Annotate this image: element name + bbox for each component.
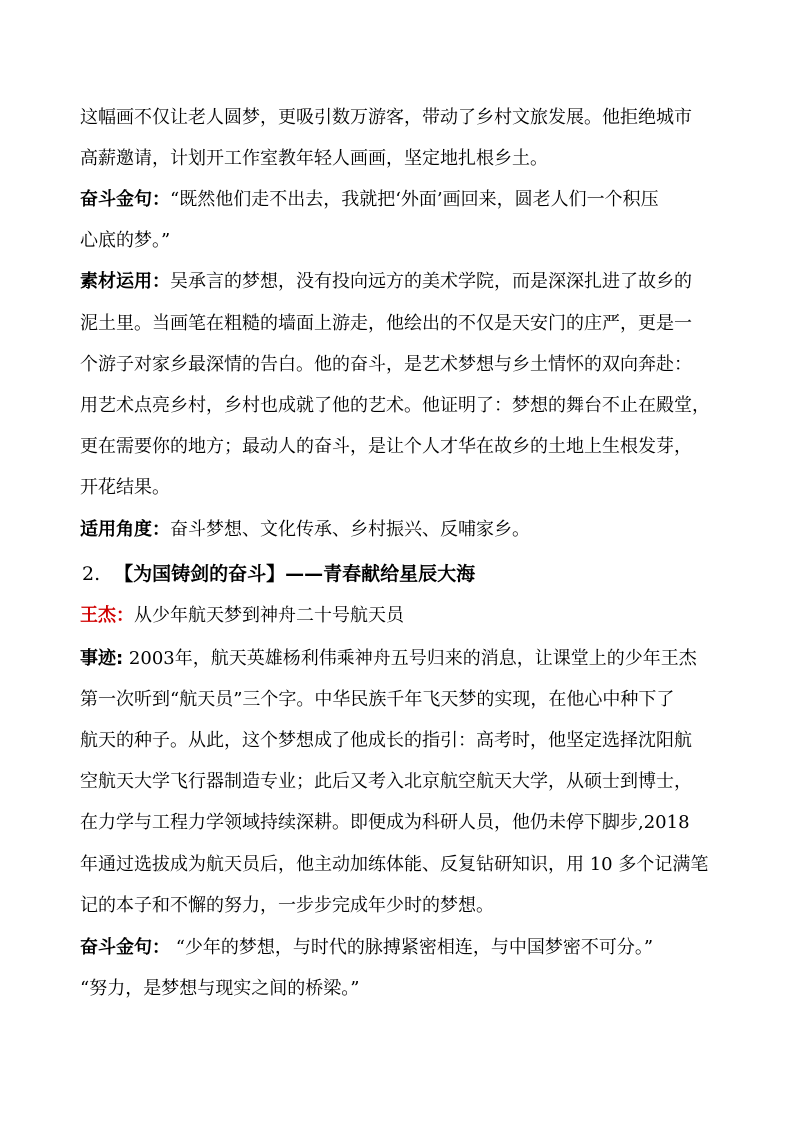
person-line — [80, 604, 404, 628]
quote-text: “少年的梦想，与时代的脉搏紧密相连，与中国梦密不可分。” — [170, 937, 654, 958]
deeds-line: 年通过选拔成为航天员后，他主动加练体能、反复钻研知识，用 10 多个记满笔 — [80, 854, 709, 875]
deeds-line: 第一次听到“航天员”三个字。中华民族千年飞天梦的实现，在他心中种下了 — [80, 689, 675, 710]
quote-line: “努力，是梦想与现实之间的桥梁。” — [80, 978, 360, 999]
usage-line: 泥土里。当画笔在粗糙的墙面上游走，他绘出的不仅是天安门的庄严，更是一 — [80, 313, 692, 334]
angle-line — [80, 518, 530, 542]
usage-line: 更在需要你的地方；最动人的奋斗，是让个人才华在故乡的土地上生根发芽， — [80, 436, 692, 457]
usage-line: 个游子对家乡最深情的告白。他的奋斗，是艺术梦想与乡土情怀的双向奔赴： — [80, 354, 692, 375]
quote-line: 心底的梦。” — [80, 230, 171, 251]
deeds-line: 记的本子和不懈的努力，一步步完成年少时的梦想。 — [80, 895, 494, 916]
section-title: 【为国铸剑的奋斗】——青春献给星辰大海 — [114, 563, 476, 585]
usage-label: 素材运用： — [80, 271, 170, 292]
usage-line — [80, 270, 692, 294]
usage-line: 开花结果。 — [80, 477, 170, 498]
section-number: 2. — [82, 563, 101, 585]
quote-label: 奋斗金句： — [80, 189, 170, 210]
paragraph-line: 这幅画不仅让老人圆梦，更吸引数万游客，带动了乡村文旅发展。他拒绝城市 — [80, 107, 692, 128]
usage-line: 用艺术点亮乡村，乡村也成就了他的艺术。他证明了：梦想的舞台不止在殿堂， — [80, 395, 710, 416]
usage-text: 吴承言的梦想，没有投向远方的美术学院，而是深深扎进了故乡的 — [170, 271, 692, 292]
deeds-line: 在力学与工程力学领域持续深耕。即便成为科研人员，他仍未停下脚步,2018 — [80, 812, 690, 833]
deeds-line: 航天的种子。从此，这个梦想成了他成长的指引：高考时，他坚定选择沈阳航 — [80, 730, 692, 751]
angle-label: 适用角度： — [80, 519, 170, 540]
section-heading — [82, 562, 475, 586]
paragraph-line: 高薪邀请，计划开工作室教年轻人画画，坚定地扎根乡土。 — [80, 148, 548, 169]
person-desc: 从少年航天梦到神舟二十号航天员 — [134, 605, 404, 626]
deeds-line — [80, 647, 697, 671]
deeds-text: 2003年，航天英雄杨利伟乘神舟五号归来的消息，让课堂上的少年王杰 — [123, 648, 697, 669]
quote-text: “既然他们走不出去，我就把‘外面’画回来，圆老人们一个积压 — [170, 189, 659, 210]
quote-line — [80, 936, 653, 960]
deeds-label: 事迹: — [80, 648, 124, 669]
quote-label: 奋斗金句： — [80, 937, 170, 958]
person-name: 王杰： — [80, 605, 134, 626]
quote-line — [80, 188, 659, 212]
angle-text: 奋斗梦想、文化传承、乡村振兴、反哺家乡。 — [170, 519, 530, 540]
deeds-line: 空航天大学飞行器制造专业；此后又考入北京航空航天大学，从硕士到博士， — [80, 771, 692, 792]
